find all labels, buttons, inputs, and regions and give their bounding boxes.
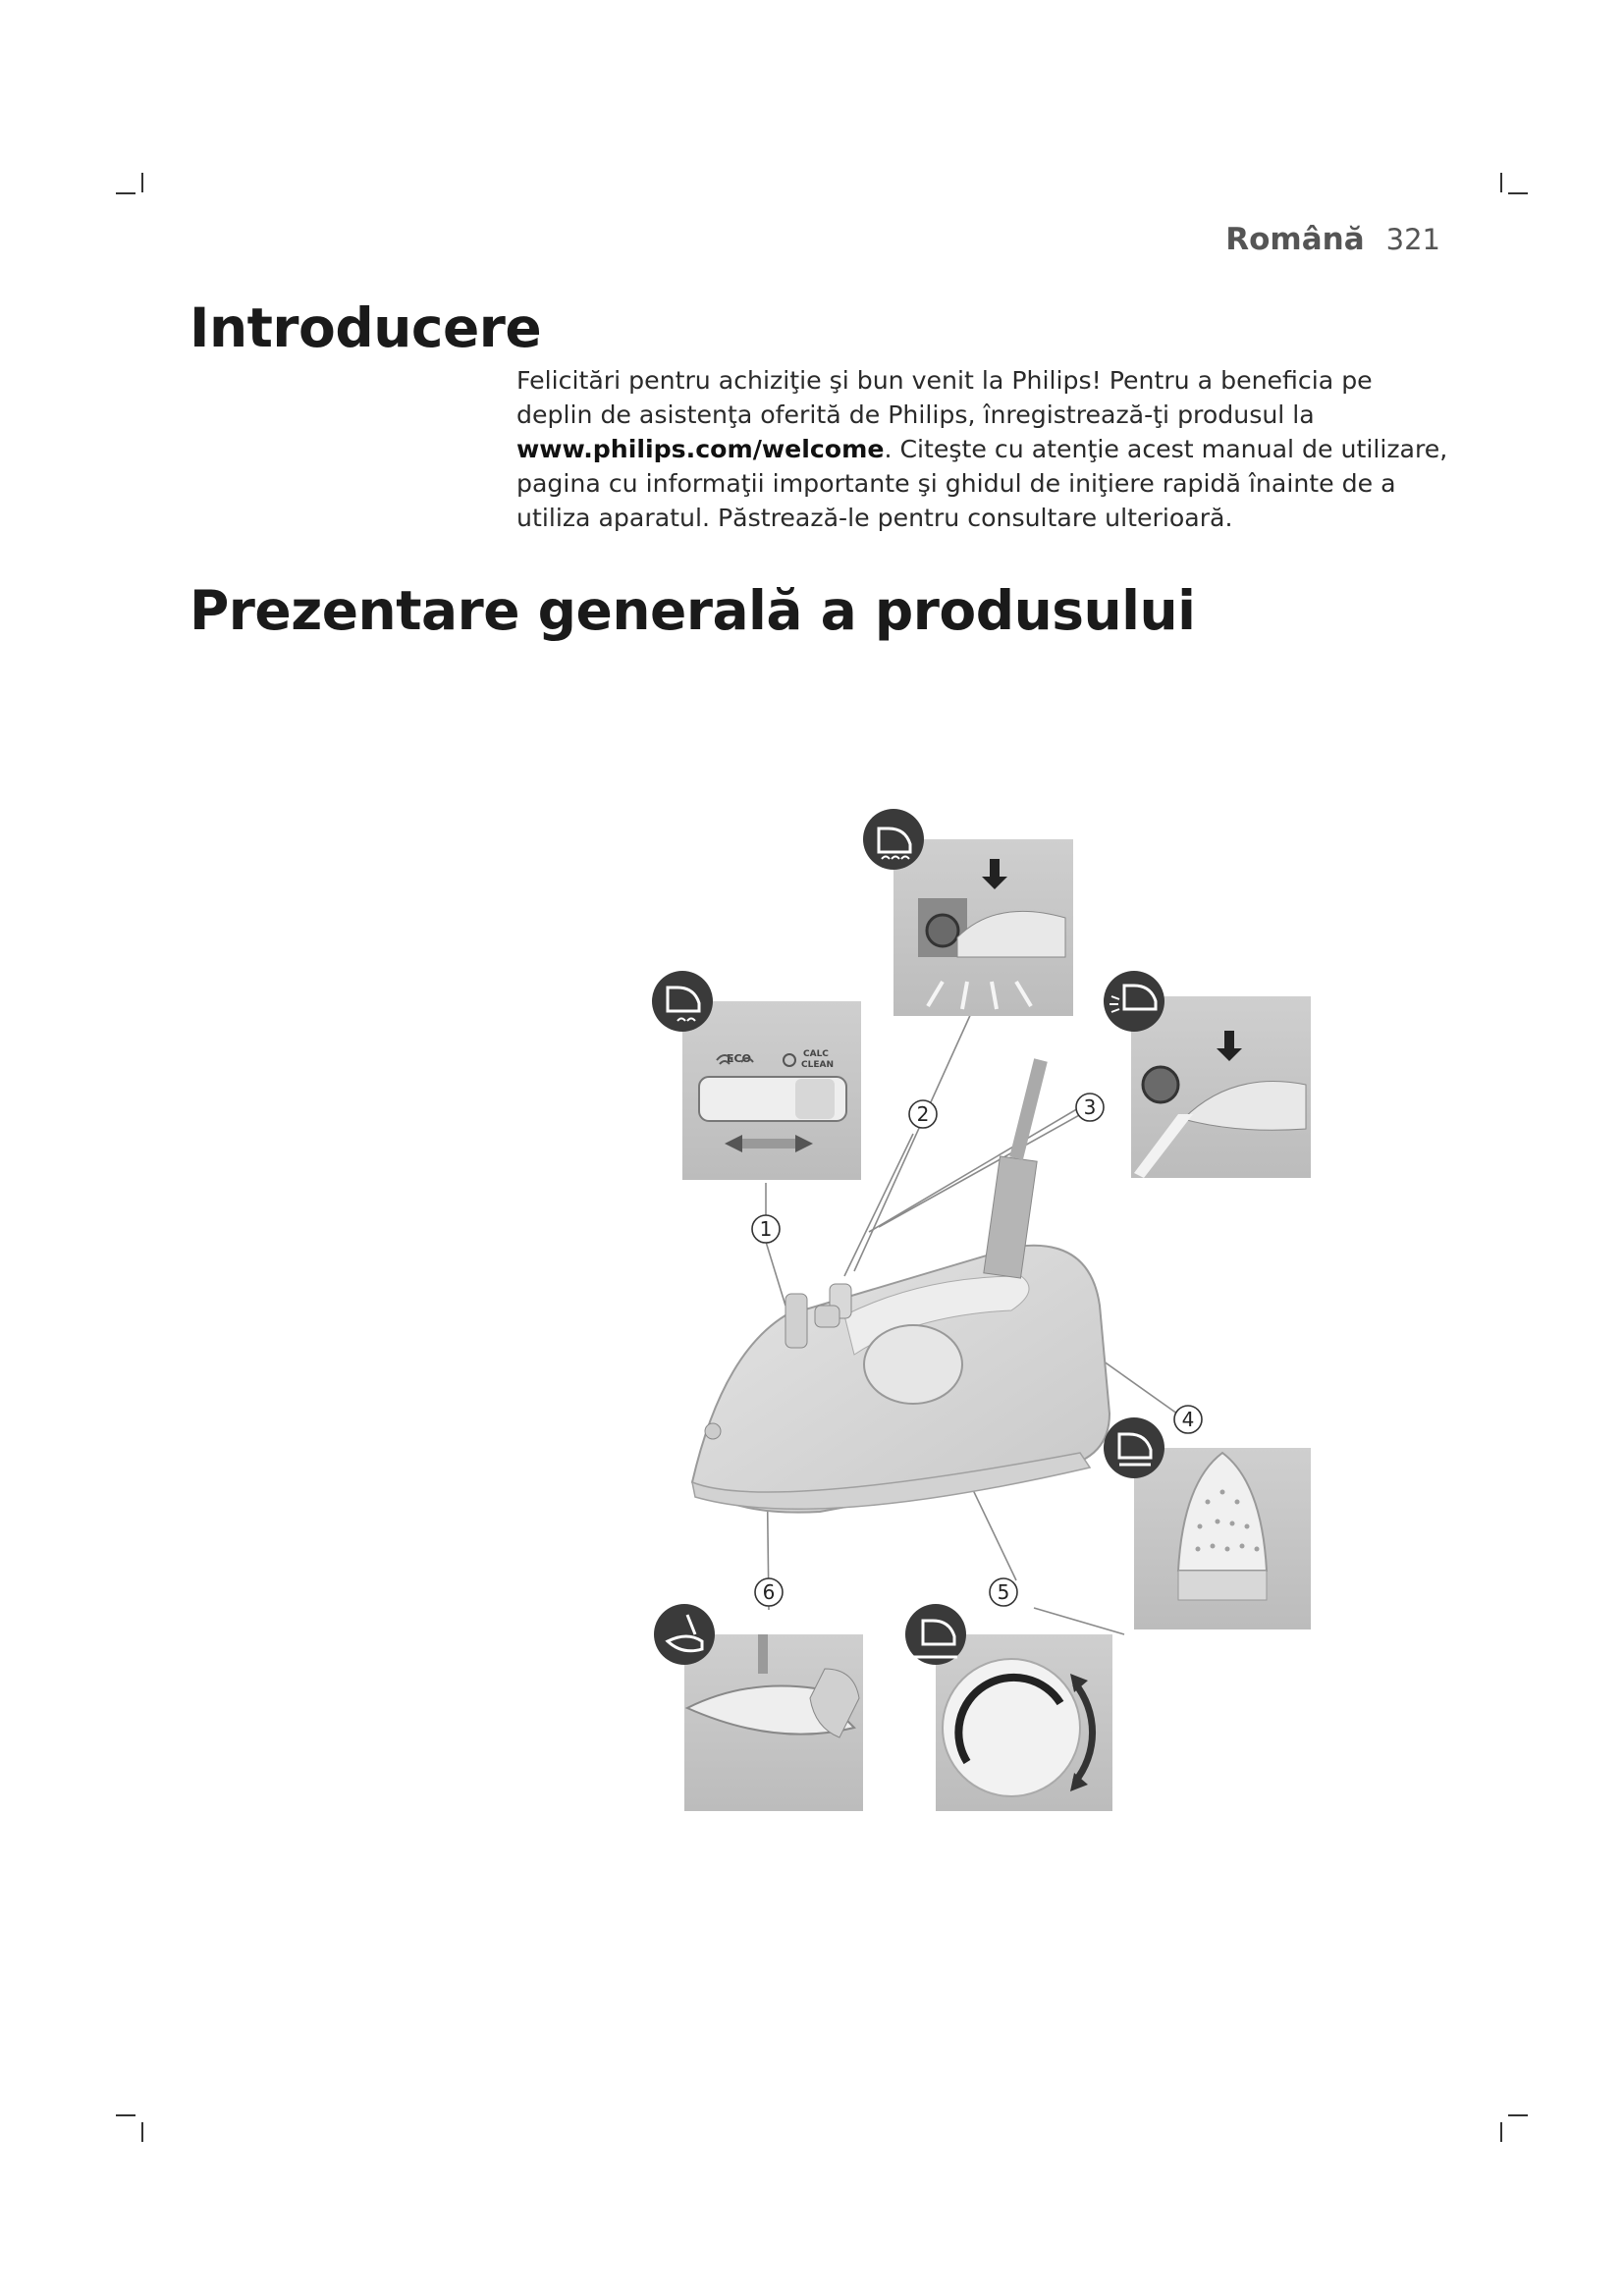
svg-text:3: 3 xyxy=(1083,1095,1097,1119)
svg-text:1: 1 xyxy=(759,1217,773,1241)
calc-label: CALC xyxy=(803,1049,829,1059)
intro-heading: Introducere xyxy=(189,296,542,359)
panel-soleplate xyxy=(1134,1448,1311,1629)
language-label: Română xyxy=(1225,222,1365,257)
temperature-slider-icon xyxy=(652,971,713,1032)
intro-text-part2: . Citeşte cu atenţie acest manual de utilizare, pagina cu informaţii importante şi ghidul de iniţiere rapidă înainte de a utiliza aparatul. Păstrează-le pentru consultare ulterioară. xyxy=(516,435,1448,532)
spray-icon xyxy=(1104,971,1164,1032)
svg-text:4: 4 xyxy=(1181,1408,1195,1431)
welcome-url: www.philips.com/welcome xyxy=(516,435,885,463)
panel-spray xyxy=(1131,996,1311,1178)
callout-1 xyxy=(752,1215,780,1243)
callout-6 xyxy=(755,1578,783,1606)
page-number: 321 xyxy=(1385,223,1440,256)
water-fill-icon xyxy=(654,1604,715,1665)
panel-temperature-dial xyxy=(936,1634,1112,1811)
panel-water-inlet xyxy=(684,1634,863,1811)
callout-3 xyxy=(1076,1094,1104,1121)
callout-4 xyxy=(1174,1406,1202,1433)
svg-text:6: 6 xyxy=(762,1580,776,1604)
overview-heading: Prezentare generală a produsului xyxy=(189,579,1196,642)
dial-icon xyxy=(905,1604,966,1665)
callout-2 xyxy=(909,1100,937,1128)
svg-text:2: 2 xyxy=(916,1102,930,1126)
soleplate-icon xyxy=(1104,1417,1164,1478)
eco-label: ECO xyxy=(727,1052,751,1065)
clean-label: CLEAN xyxy=(801,1060,834,1070)
temp-slider-knob xyxy=(785,1294,807,1348)
intro-text-part1: Felicitări pentru achiziţie şi bun venit la Philips! Pentru a beneficia pe deplin de asistenţa oferită de Philips, înregistrează-ţi produsul la xyxy=(516,366,1373,429)
dial-on-iron xyxy=(864,1325,962,1404)
callout-5 xyxy=(990,1578,1017,1606)
panel-steam-boost xyxy=(893,839,1073,1016)
svg-text:5: 5 xyxy=(997,1580,1010,1604)
steam-boost-icon xyxy=(863,809,924,870)
panel-temperature-slider xyxy=(682,1001,861,1180)
